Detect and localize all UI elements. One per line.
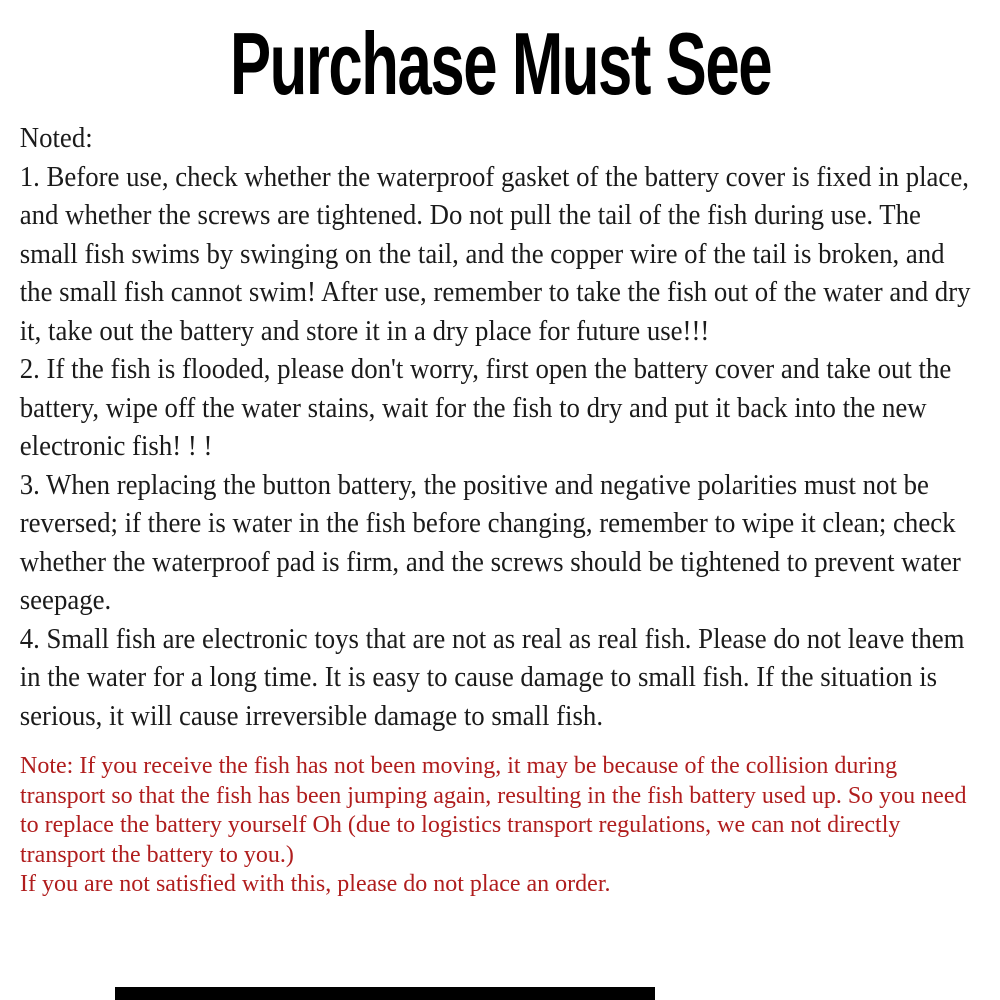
- note-paragraph-3: 3. When replacing the button battery, the positive and negative polarities must not be reversed; if there is water in the fish before changing, remember to wipe it clean; check whether the waterproof pad is firm, and the screws should be tightened to prevent water seepage.: [19, 469, 961, 616]
- warning-note: Note: If you receive the fish has not been moving, it may be because of the collision during transport so that the fish has been jumping again, resulting in the fish battery used up. So you need to replace the battery yourself Oh (due to logistics transport regulations, we can not directly transport the battery to you.): [20, 753, 967, 868]
- note-paragraph-2: 2. If the fish is flooded, please don't worry, first open the battery cover and take out the battery, wipe off the water stains, wait for the fish to dry and put it back into the new electronic fish! ! !: [19, 354, 952, 462]
- note-paragraph-4: 4. Small fish are electronic toys that are not as real as real fish. Please do not leave them in the water for a long time. It is easy to cause damage to small fish. If the situation is serious, it will cause irreversible damage to small fish.: [19, 623, 965, 732]
- noted-label: Noted:: [19, 123, 93, 154]
- warning-section: [0, 736, 1000, 900]
- note-paragraph-1: 1. Before use, check whether the waterproof gasket of the battery cover is fixed in place, and whether the screws are tightened. Do not pull the tail of the fish during use. The small fish swims by swinging on the tail, and the copper wire of the tail is broken, and the small fish cannot swim! After use, remember to take the fish out of the water and dry it, take out the battery and store it in a dry place for future use!!!: [19, 161, 971, 347]
- page-title-wrap: [0, 14, 1000, 114]
- warning-disclaimer: If you are not satisfied with this, please do not place an order.: [20, 871, 611, 897]
- bottom-cropped-banner: [115, 987, 655, 1000]
- notes-section: [0, 114, 1000, 736]
- page-title: Purchase Must See: [229, 14, 771, 113]
